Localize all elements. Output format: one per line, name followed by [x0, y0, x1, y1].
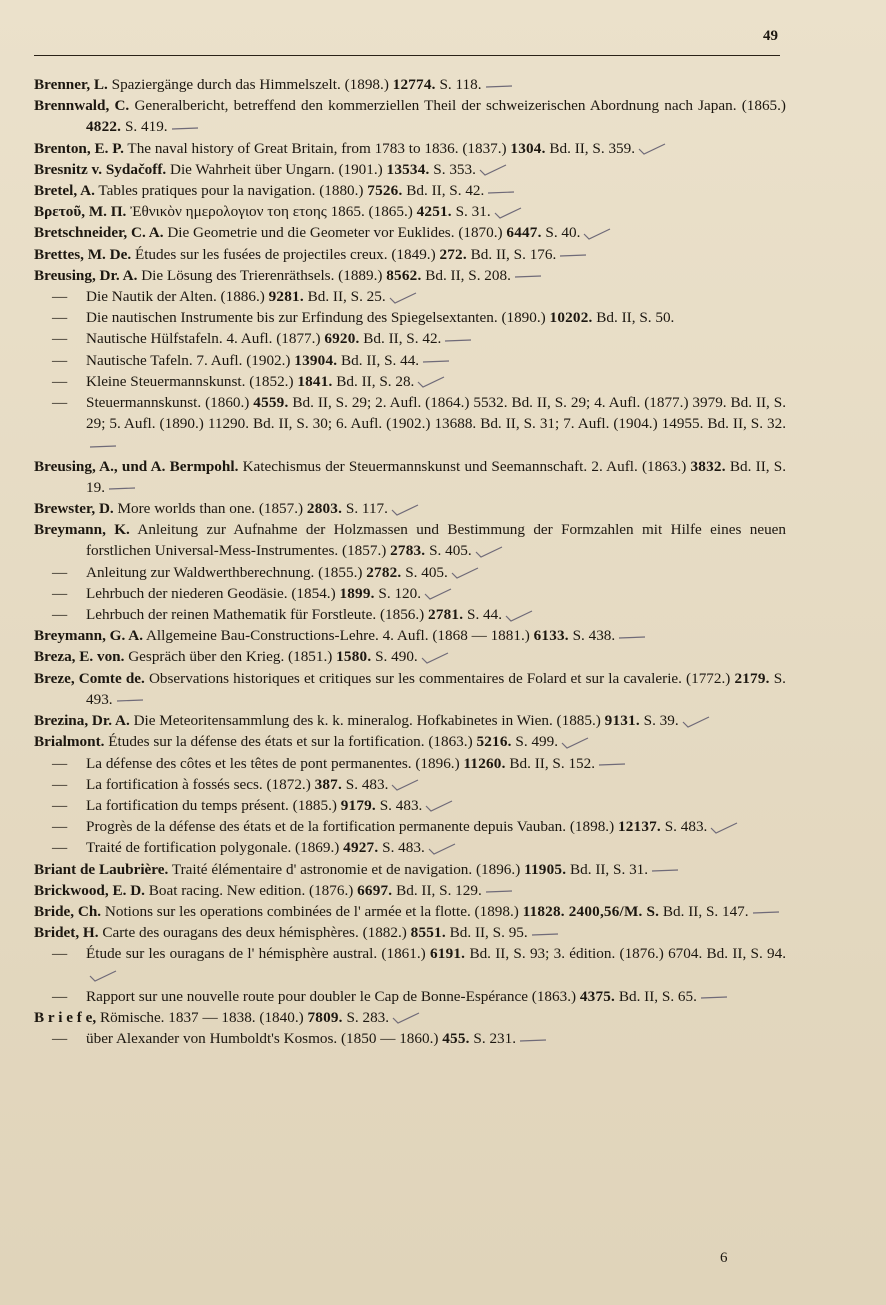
repeat-dash: — — [52, 394, 68, 412]
repeat-dash: — — [52, 945, 68, 963]
entry-author: Breza, E. von. — [34, 648, 125, 666]
pencil-dash-mark-icon — [518, 1034, 548, 1046]
entry-title: Gespräch über den Krieg. (1851.) — [128, 648, 333, 666]
entry-title: Boat racing. New edition. (1876.) — [148, 881, 354, 899]
entry-author: Brickwood, E. D. — [34, 881, 145, 899]
entry-reference: S. 483. — [664, 818, 708, 836]
entry-title: Études sur les fusées de projectiles creux. (1849.) — [134, 245, 436, 263]
repeat-dash: — — [52, 796, 68, 814]
catalog-entry — [34, 244, 786, 265]
entry-reference: S. 39. — [643, 712, 679, 730]
entry-title: Études sur la défense des états et sur la fortification. (1863.) — [108, 733, 473, 751]
pencil-dash-mark-icon — [699, 991, 729, 1003]
pencil-dash-mark-icon — [617, 631, 647, 643]
entry-reference: Bd. II, S. 31. — [570, 860, 649, 878]
entry-reference: Bd. II, S. 359. — [549, 139, 636, 157]
pencil-check-mark-icon — [493, 207, 523, 219]
entry-author: Bresnitz v. Sydačoff. — [34, 160, 167, 178]
entry-title: Traité élémentaire d' astronomie et de navigation. (1896.) — [171, 860, 521, 878]
catalog-entry — [34, 816, 786, 837]
entry-reference: S. 405. — [429, 542, 472, 560]
entry-reference: Bd. II, S. 65. — [618, 987, 697, 1005]
entry-author: Briant de Laubrière. — [34, 860, 169, 878]
entry-number: 5216. — [476, 733, 512, 751]
entry-number: 4251. — [416, 203, 452, 221]
header-rule — [34, 55, 780, 56]
entry-number: 3832. — [690, 457, 726, 475]
catalog-entry — [34, 159, 786, 180]
pencil-dash-mark-icon — [530, 928, 560, 940]
catalog-entry — [34, 986, 786, 1007]
entry-reference: Bd. II, S. 93; 3. édition. (1876.) 6704. Bd. II, S. 94. — [469, 945, 787, 963]
entry-reference: S. 120. — [378, 584, 422, 602]
pencil-check-mark-icon — [391, 1012, 421, 1024]
pencil-check-mark-icon — [681, 716, 711, 728]
pencil-dash-mark-icon — [115, 694, 145, 706]
entry-title: Die Nautik der Alten. (1886.) — [86, 288, 265, 306]
entry-reference: S. 438. — [572, 627, 616, 645]
entry-title: Traité de fortification polygonale. (1869.) — [86, 839, 340, 857]
pencil-check-mark-icon — [420, 652, 450, 664]
entry-number: 8551. — [410, 924, 446, 942]
entry-number: 1899. — [339, 584, 375, 602]
entry-number: 2179. — [734, 669, 770, 687]
repeat-dash: — — [52, 351, 68, 369]
repeat-dash: — — [52, 309, 68, 327]
entry-title: La défense des côtes et les têtes de pont permanentes. (1896.) — [86, 754, 460, 772]
entry-title: Die Lösung des Trierenräthsels. (1889.) — [141, 266, 383, 284]
entry-author: Breze, Comte de. — [34, 669, 145, 687]
entry-title: Kleine Steuermannskunst. (1852.) — [86, 372, 294, 390]
catalog-entry — [34, 837, 786, 858]
entry-number: 4822. — [86, 118, 122, 136]
pencil-check-mark-icon — [390, 504, 420, 516]
entry-reference: S. 353. — [433, 160, 476, 178]
pencil-check-mark-icon — [427, 843, 457, 855]
entry-title: Die Geometrie und die Geometer vor Euklides. (1870.) — [167, 224, 503, 242]
pencil-check-mark-icon — [504, 610, 534, 622]
entry-title: Lehrbuch der reinen Mathematik für Forstleute. (1856.) — [86, 606, 425, 624]
entry-title: Observations historiques et critiques sur les commentaires de Folard et sur la cavalerie. (1772.) — [148, 669, 731, 687]
entry-number: 9131. — [604, 712, 640, 730]
entry-title: The naval history of Great Britain, from 1783 to 1836. (1837.) — [127, 139, 507, 157]
entry-author: Brennwald, C. — [34, 97, 130, 115]
entry-reference: S. 493. — [86, 669, 786, 708]
entry-reference: Bd. II, S. 42. — [406, 182, 485, 200]
catalog-entry — [34, 350, 786, 371]
entry-number: 9281. — [268, 288, 304, 306]
entry-title: Notions sur les operations combinées de l' armée et la flotte. (1898.) — [104, 902, 519, 920]
pencil-dash-mark-icon — [650, 864, 680, 876]
catalog-entry — [34, 498, 786, 519]
entry-author: Bretschneider, C. A. — [34, 224, 164, 242]
entry-reference: Bd. II, S. 44. — [341, 351, 420, 369]
entry-author: Bride, Ch. — [34, 902, 102, 920]
entry-title: Ἐθνικὸν ημερολογιον τοη ετοης 1865. (1865.) — [130, 203, 413, 221]
pencil-dash-mark-icon — [421, 355, 451, 367]
catalog-entry — [34, 943, 786, 985]
entry-reference: S. 499. — [515, 733, 559, 751]
pencil-check-mark-icon — [637, 143, 667, 155]
pencil-check-mark-icon — [478, 164, 508, 176]
repeat-dash: — — [52, 584, 68, 602]
entry-author: Bridet, H. — [34, 924, 99, 942]
entry-reference: S. 483. — [345, 775, 389, 793]
repeat-dash: — — [52, 839, 68, 857]
catalog-entry — [34, 392, 786, 456]
entry-author: Brialmont. — [34, 733, 105, 751]
pencil-check-mark-icon — [474, 546, 504, 558]
entry-author: Brettes, M. De. — [34, 245, 132, 263]
pencil-dash-mark-icon — [486, 186, 516, 198]
entry-title: Rapport sur une nouvelle route pour doubler le Cap de Bonne-Espérance (1863.) — [86, 987, 577, 1005]
entry-reference: Bd. II, S. 29; 2. Aufl. (1864.) 5532. Bd. II, S. 29; 4. Aufl. (1877.) 3979. Bd. II, S. 29; 5. Aufl. (1890.) 11290. Bd. II, S. 30; 6. Aufl. (1902.) 13688. Bd. II, S. 31; 7. Aufl. (1904.) 14955. Bd. II, S. 32. — [86, 394, 787, 433]
entry-reference: Bd. II, S. 95. — [449, 924, 528, 942]
entry-reference: S. 44. — [467, 606, 503, 624]
repeat-dash: — — [52, 754, 68, 772]
entry-reference: S. 117. — [345, 500, 388, 518]
entry-author: Brewster, D. — [34, 500, 114, 518]
catalog-entry — [34, 307, 786, 328]
pencil-dash-mark-icon — [558, 249, 588, 261]
entry-author: Brenner, L. — [34, 76, 108, 93]
catalog-entry — [34, 201, 786, 222]
repeat-dash: — — [52, 330, 68, 348]
entry-reference: S. 31. — [455, 203, 491, 221]
entry-title: Nautische Hülfstafeln. 4. Aufl. (1877.) — [86, 330, 321, 348]
pencil-check-mark-icon — [416, 376, 446, 388]
pencil-dash-mark-icon — [170, 122, 200, 134]
entry-reference: Bd. II, S. 28. — [336, 372, 415, 390]
entry-title: Carte des ouragans des deux hémisphères. (1882.) — [102, 924, 407, 942]
entry-reference: S. 283. — [346, 1008, 390, 1026]
entry-reference: Bd. II, S. 129. — [396, 881, 482, 899]
entry-title: La fortification du temps présent. (1885.) — [86, 796, 337, 814]
catalog-entry — [34, 753, 786, 774]
pencil-dash-mark-icon — [484, 885, 514, 897]
entry-reference: Bd. II, S. 19. — [86, 457, 787, 496]
entry-reference: Bd. II, S. 25. — [307, 288, 386, 306]
pencil-check-mark-icon — [424, 800, 454, 812]
entry-title: La fortification à fossés secs. (1872.) — [86, 775, 311, 793]
entry-title: Die nautischen Instrumente bis zur Erfindung des Spiegelsextanten. (1890.) — [86, 309, 546, 327]
entry-reference: Bd. II, S. 42. — [363, 330, 442, 348]
pencil-check-mark-icon — [560, 737, 590, 749]
entry-title: Tables pratiques pour la navigation. (1880.) — [98, 182, 364, 200]
entry-number: 13904. — [294, 351, 338, 369]
entry-title: Die Meteoritensammlung des k. k. mineralog. Hofkabinetes in Wien. (1885.) — [133, 712, 601, 730]
pencil-dash-mark-icon — [88, 440, 118, 452]
repeat-dash: — — [52, 775, 68, 793]
pencil-dash-mark-icon — [107, 482, 137, 494]
entry-author: Brenton, E. P. — [34, 139, 124, 157]
pencil-dash-mark-icon — [443, 334, 473, 346]
entry-author: Bretel, A. — [34, 182, 95, 200]
entry-reference: S. 483. — [379, 796, 423, 814]
entry-reference: Bd. II, S. 147. — [662, 902, 749, 920]
entry-number: 8562. — [386, 266, 422, 284]
repeat-dash: — — [52, 818, 68, 836]
pencil-check-mark-icon — [88, 970, 118, 982]
catalog-entry — [34, 901, 786, 922]
pencil-check-mark-icon — [709, 822, 739, 834]
entry-author: Βρετοῦ, Μ. Π. — [34, 203, 127, 221]
entry-reference: S. 419. — [124, 118, 168, 136]
catalog-entry — [34, 138, 786, 159]
entry-title: Anleitung zur Aufnahme der Holzmassen und Bestimmung der Formzahlen mit Hilfe eines neuen forstlichen Universal-Mess-Instrumentes. (1857.) — [86, 521, 786, 560]
catalog-entry — [34, 180, 786, 201]
catalog-entry — [34, 222, 786, 243]
entry-author: Breusing, Dr. A. — [34, 266, 138, 284]
catalog-entry — [34, 265, 786, 286]
catalog-entry — [34, 710, 786, 731]
pencil-check-mark-icon — [582, 228, 612, 240]
entry-number: 272. — [439, 245, 467, 263]
entry-title: Katechismus der Steuermannskunst und Seemannschaft. 2. Aufl. (1863.) — [242, 457, 687, 475]
entry-title: Generalbericht, betreffend den kommerziellen Theil der schweizerischen Abordnung nach Japan. (1865.) — [134, 97, 786, 115]
pencil-check-mark-icon — [450, 567, 480, 579]
entry-reference: S. 483. — [382, 839, 425, 857]
entry-reference: S. 405. — [405, 563, 448, 581]
entry-number: 455. — [442, 1030, 470, 1048]
catalog-entry — [34, 774, 786, 795]
entry-number: 6697. — [357, 881, 393, 899]
entry-title: Étude sur les ouragans de l' hémisphère austral. (1861.) — [86, 945, 426, 963]
catalog-entry — [34, 880, 786, 901]
entry-number: 6447. — [506, 224, 542, 242]
entry-number: 2803. — [306, 500, 343, 518]
entry-reference: Bd. II, S. 176. — [470, 245, 557, 263]
catalog-entry — [34, 922, 786, 943]
entry-title: More worlds than one. (1857.) — [117, 500, 304, 518]
pencil-dash-mark-icon — [484, 80, 514, 92]
entry-number: 9179. — [340, 796, 376, 814]
catalog-entry — [34, 625, 786, 646]
entry-reference: Bd. II, S. 50. — [596, 309, 675, 327]
entry-number: 10202. — [549, 309, 593, 327]
entry-reference: S. 40. — [545, 224, 581, 242]
catalog-entry — [34, 795, 786, 816]
repeat-dash: — — [52, 987, 68, 1005]
catalog-entry — [34, 1007, 786, 1028]
entry-number: 7526. — [367, 182, 403, 200]
entry-title: Allgemeine Bau-Constructions-Lehre. 4. Aufl. (1868 — 1881.) — [145, 627, 530, 645]
entry-title: Die Wahrheit über Ungarn. (1901.) — [169, 160, 383, 178]
repeat-dash: — — [52, 563, 68, 581]
entry-title: Spaziergänge durch das Himmelszelt. (1898.) — [111, 76, 389, 93]
entry-author: Breymann, K. — [34, 521, 130, 539]
entry-reference: S. 490. — [375, 648, 418, 666]
catalog-entry — [34, 668, 786, 710]
entry-title: Steuermannskunst. (1860.) — [86, 394, 250, 412]
entry-title: Anleitung zur Waldwerthberechnung. (1855.) — [86, 563, 363, 581]
entry-number: 11260. — [463, 754, 506, 772]
bibliography-list — [34, 74, 786, 1049]
catalog-entry — [34, 519, 786, 561]
entry-number: 12774. — [392, 76, 436, 93]
entry-number: 13534. — [386, 160, 430, 178]
repeat-dash: — — [52, 606, 68, 624]
entry-title: Römische. 1837 — 1838. (1840.) — [99, 1008, 304, 1026]
pencil-dash-mark-icon — [751, 906, 781, 918]
entry-number: 2782. — [366, 563, 402, 581]
entry-number: 4375. — [579, 987, 616, 1005]
pencil-dash-mark-icon — [513, 270, 543, 282]
entry-number: 4927. — [343, 839, 379, 857]
entry-number: 387. — [314, 775, 342, 793]
pencil-dash-mark-icon — [597, 758, 627, 770]
catalog-entry — [34, 859, 786, 880]
catalog-entry — [34, 286, 786, 307]
catalog-entry — [34, 456, 786, 498]
repeat-dash: — — [52, 288, 68, 306]
catalog-entry — [34, 583, 786, 604]
catalog-entry — [34, 371, 786, 392]
catalog-entry — [34, 646, 786, 667]
entry-number: 6191. — [430, 945, 466, 963]
entry-author: B r i e f e, — [34, 1008, 97, 1026]
page-number: 49 — [763, 28, 778, 44]
entry-reference: S. 231. — [473, 1030, 517, 1048]
catalog-entry — [34, 562, 786, 583]
entry-title: Nautische Tafeln. 7. Aufl. (1902.) — [86, 351, 291, 369]
entry-number: 4559. — [253, 394, 289, 412]
entry-number: 11905. — [524, 860, 567, 878]
catalog-entry — [34, 1028, 786, 1049]
entry-author: Brezina, Dr. A. — [34, 712, 130, 730]
entry-number: 6133. — [533, 627, 569, 645]
catalog-entry — [34, 95, 786, 137]
pencil-check-mark-icon — [388, 292, 418, 304]
entry-author: Breymann, G. A. — [34, 627, 143, 645]
entry-reference: S. 118. — [439, 76, 482, 93]
entry-number: 11828. 2400,56/M. S. — [522, 902, 660, 920]
catalog-entry — [34, 74, 786, 95]
catalog-entry — [34, 328, 786, 349]
entry-title: über Alexander von Humboldt's Kosmos. (1850 — 1860.) — [86, 1030, 439, 1048]
entry-number: 6920. — [324, 330, 360, 348]
catalog-entry — [34, 604, 786, 625]
pencil-check-mark-icon — [390, 779, 420, 791]
entry-author: Breusing, A., und A. Bermpohl. — [34, 457, 239, 475]
entry-number: 12137. — [617, 818, 661, 836]
pencil-check-mark-icon — [423, 588, 453, 600]
entry-title: Lehrbuch der niederen Geodäsie. (1854.) — [86, 584, 336, 602]
catalog-entry — [34, 731, 786, 752]
entry-number: 1841. — [297, 372, 333, 390]
entry-number: 1580. — [336, 648, 372, 666]
signature-mark: 6 — [720, 1250, 728, 1266]
entry-number: 1304. — [510, 139, 546, 157]
entry-title: Progrès de la défense des états et de la fortification permanente depuis Vauban. (1898.) — [86, 818, 615, 836]
repeat-dash: — — [52, 372, 68, 390]
entry-number: 2783. — [390, 542, 426, 560]
entry-reference: Bd. II, S. 152. — [509, 754, 596, 772]
entry-number: 7809. — [307, 1008, 343, 1026]
entry-number: 2781. — [428, 606, 464, 624]
entry-reference: Bd. II, S. 208. — [425, 266, 511, 284]
repeat-dash: — — [52, 1030, 68, 1048]
